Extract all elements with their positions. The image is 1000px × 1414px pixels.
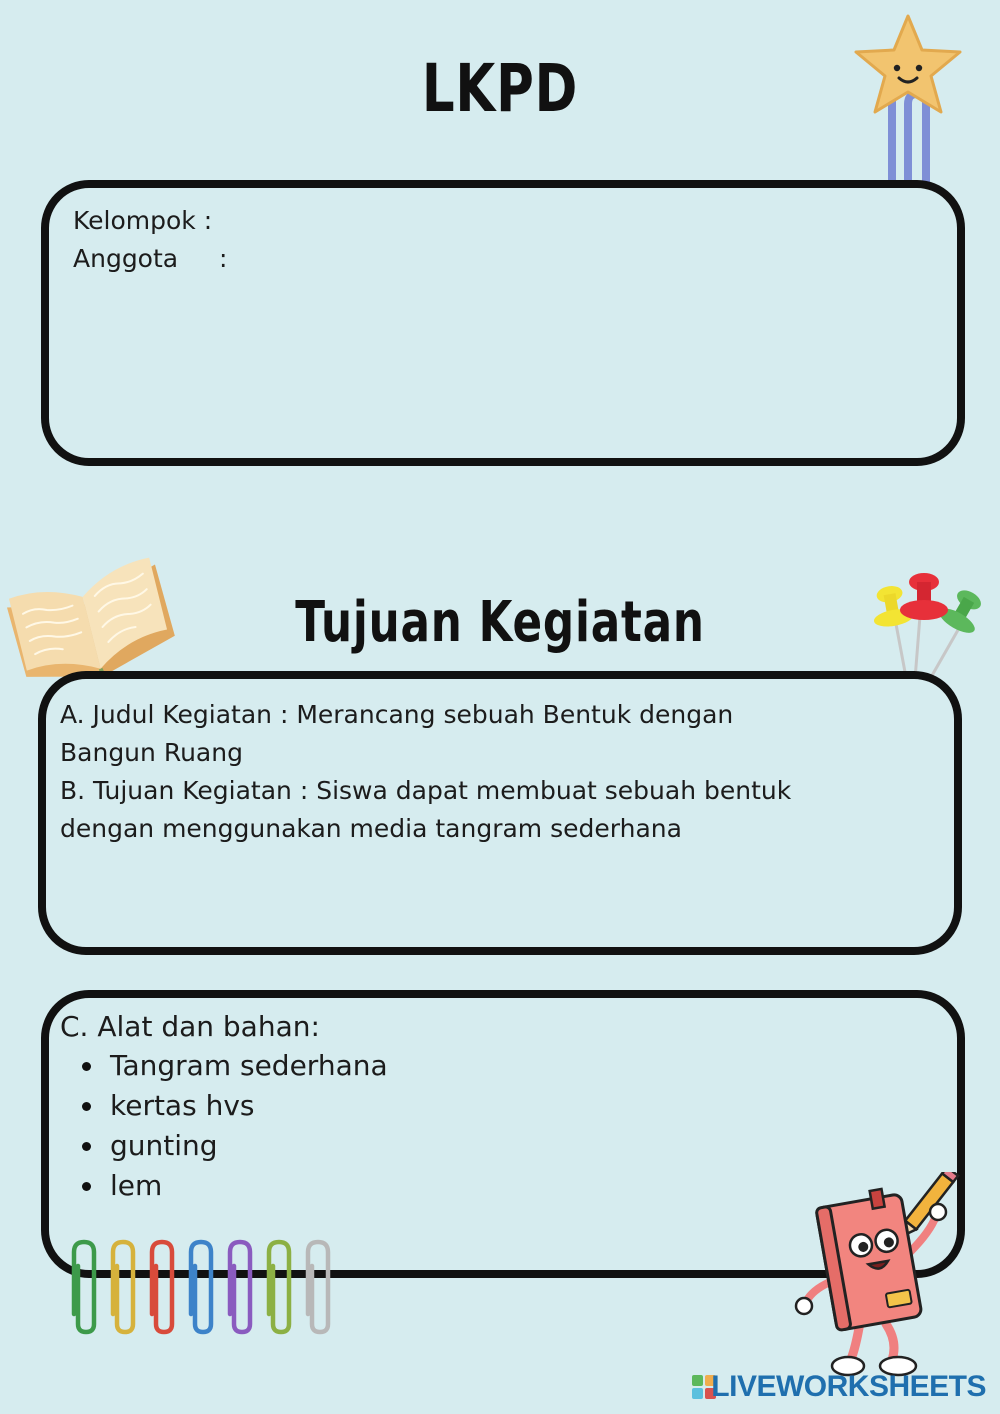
page-title: LKPD: [421, 50, 579, 127]
judul-line-2: Bangun Ruang: [60, 738, 243, 767]
list-item: Tangram sederhana: [68, 1046, 388, 1086]
materials-list: [68, 1046, 388, 1206]
list-item: gunting: [68, 1126, 388, 1166]
list-item: kertas hvs: [68, 1086, 388, 1126]
anggota-colon: :: [219, 244, 228, 273]
watermark-text: LIVEWORKSHEETS: [711, 1370, 986, 1403]
tujuan-line-2: dengan menggunakan media tangram sederhana: [60, 814, 682, 843]
list-item: lem: [68, 1166, 388, 1206]
judul-line-1: A. Judul Kegiatan : Merancang sebuah Bentuk dengan: [60, 700, 734, 729]
anggota-label: Anggota: [73, 244, 179, 273]
kelompok-label: Kelompok :: [73, 206, 213, 235]
section-title: Tujuan Kegiatan: [295, 590, 705, 655]
book-mascot-icon: [790, 1172, 970, 1382]
materials-heading: C. Alat dan bahan:: [60, 1010, 320, 1043]
tujuan-line-1: B. Tujuan Kegiatan : Siswa dapat membuat sebuah bentuk: [60, 776, 792, 805]
paper-clips-icon: [62, 1236, 346, 1336]
